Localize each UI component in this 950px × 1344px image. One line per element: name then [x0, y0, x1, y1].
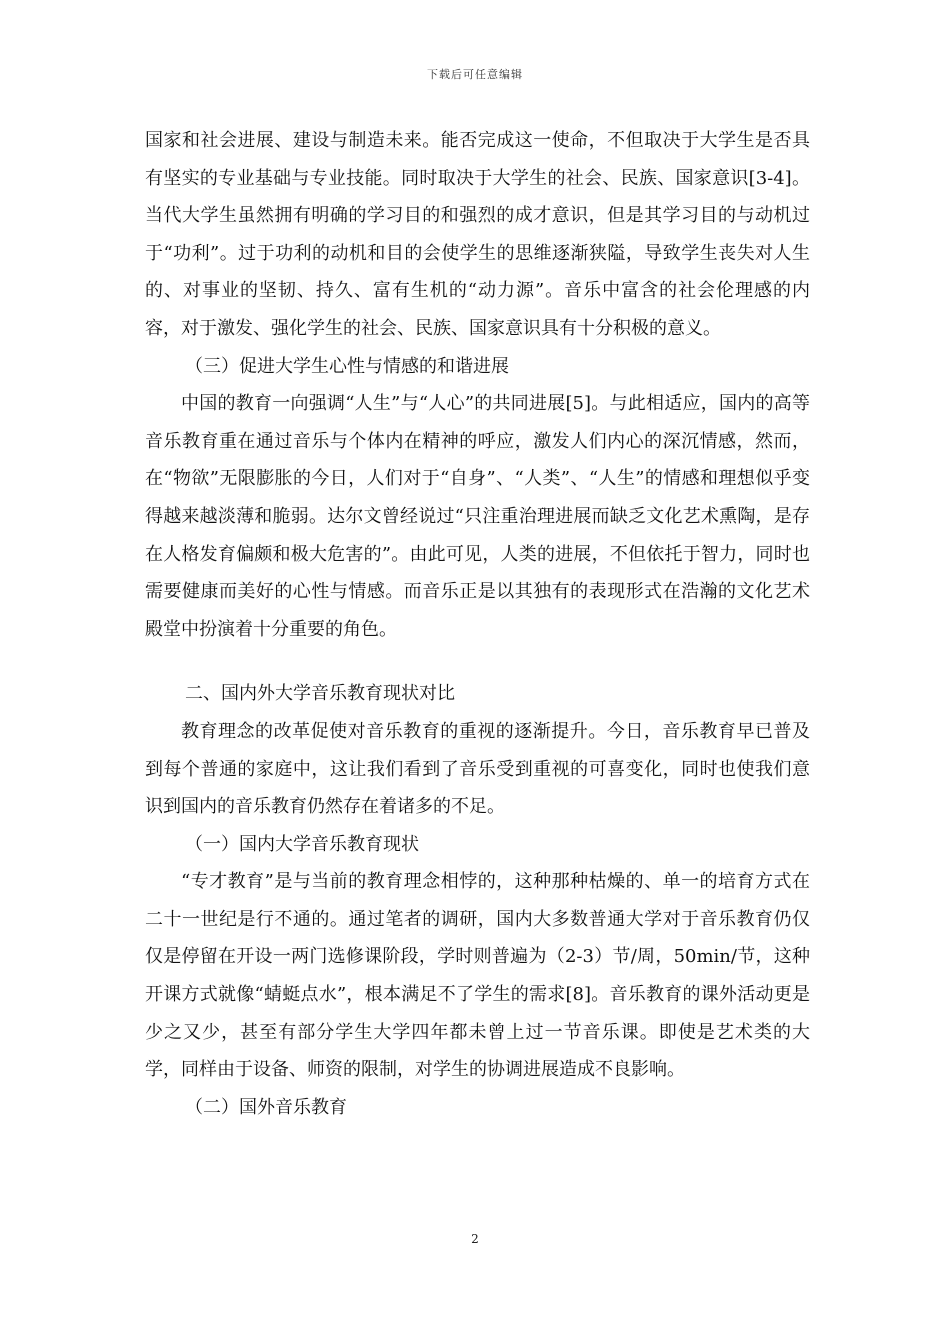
paragraph-domestic-status: “专才教育”是与当前的教育理念相悖的，这种那种枯燥的、单一的培育方式在二十一世纪是行不通的。通过笔者的调研，国内大多数普通大学对于音乐教育仍仅仅是停留在开设一两门选修课阶段，学时则普遍为（2-3）节/周，50min/节，这种开课方式就像“蜻蜓点水”，根本满足不了学生的需求[8]。音乐教育的课外活动更是少之又少，甚至有部分学生大学四年都未曾上过一节音乐课。即使是艺术类的大学，同样由于设备、师资的限制，对学生的协调进展造成不良影响。 — [145, 871, 810, 1081]
section-heading-comparison: 二、国内外大学音乐教育现状对比 — [185, 683, 455, 705]
paragraph-education-reform: 教育理念的改革促使对音乐教育的重视的逐渐提升。今日，音乐教育早已普及到每个普通的家庭中，这让我们看到了音乐受到重视的可喜变化，同时也使我们意识到国内的音乐教育仍然存在着诸多的不足。 — [145, 720, 810, 818]
page-number: 2 — [471, 1232, 479, 1246]
section-heading-domestic: （一）国内大学音乐教育现状 — [185, 833, 419, 855]
paragraph-emotion-development: 中国的教育一向强调“人生”与“人心”的共同进展[5]。与此相适应，国内的高等音乐教育重在通过音乐与个体内在精神的呼应，激发人们内心的深沉情感，然而，在“物欲”无限膨胀的今日，人们对于“自身”、“人类”、“人生”的情感和理想似乎变得越来越淡薄和脆弱。达尔文曾经说过“只注重治理进展而缺乏文化艺术熏陶，是存在人格发育偏颇和极大危害的”。由此可见，人类的进展，不但依托于智力，同时也需要健康而美好的心性与情感。而音乐正是以其独有的表现形式在浩瀚的文化艺术殿堂中扮演着十分重要的角色。 — [145, 393, 810, 640]
page-header: 下载后可任意编辑 — [427, 68, 523, 81]
section-spacer — [145, 648, 810, 675]
document-body — [145, 122, 810, 1126]
section-heading-harmony: （三）促进大学生心性与情感的和谐进展 — [185, 355, 509, 377]
section-heading-foreign: （二）国外音乐教育 — [185, 1096, 347, 1118]
paragraph-national-consciousness: 国家和社会进展、建设与制造未来。能否完成这一使命，不但取决于大学生是否具有坚实的专业基础与专业技能。同时取决于大学生的社会、民族、国家意识[3-4]。当代大学生虽然拥有明确的学习目的和强烈的成才意识，但是其学习目的与动机过于“功利”。过于功利的动机和目的会使学生的思维逐渐狭隘，导致学生丧失对人生的、对事业的坚韧、持久、富有生机的“动力源”。音乐中富含的社会伦理感的内容，对于激发、强化学生的社会、民族、国家意识具有十分积极的意义。 — [145, 130, 810, 339]
